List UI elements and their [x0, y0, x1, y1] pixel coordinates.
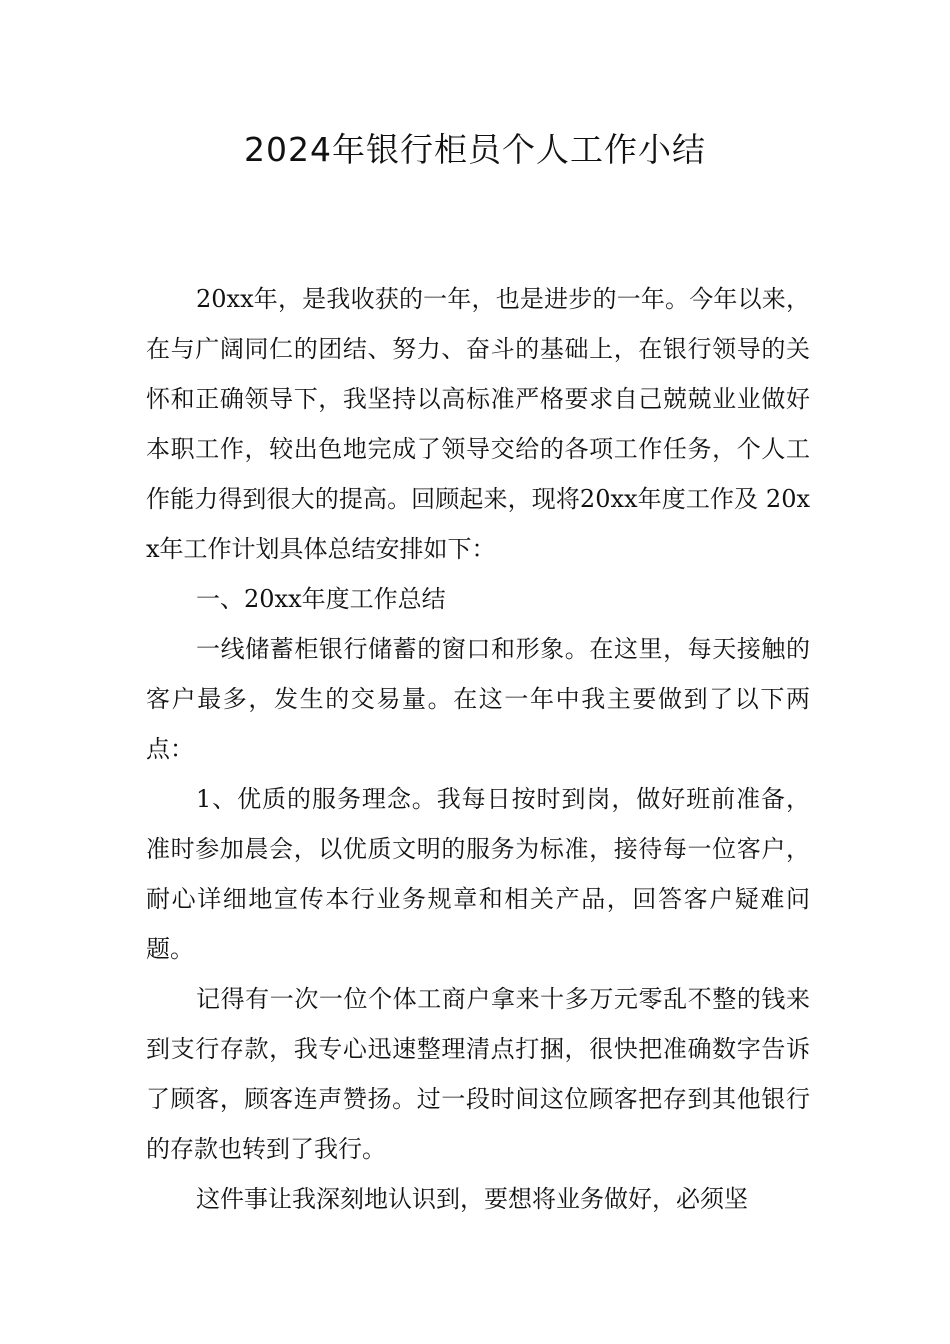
document-title: 2024年银行柜员个人工作小结 [244, 130, 706, 169]
paragraph-service-concept: 1、优质的服务理念。我每日按时到岗，做好班前准备，准时参加晨会，以优质文明的服务为标准，接待每一位客户，耐心详细地宣传本行业务规章和相关产品，回答客户疑难问题。 [146, 785, 810, 963]
paragraph-teller-window: 一线储蓄柜银行储蓄的窗口和形象。在这里，每天接触的客户最多，发生的交易量。在这一年中我主要做到了以下两点： [146, 635, 810, 763]
paragraph-customer-story: 记得有一次一位个体工商户拿来十多万元零乱不整的钱来到支行存款，我专心迅速整理清点打捆，很快把准确数字告诉了顾客，顾客连声赞扬。过一段时间这位顾客把存到其他银行的存款也转到了我行。 [146, 985, 810, 1163]
paragraph-intro: 20xx年，是我收获的一年，也是进步的一年。今年以来，在与广阔同仁的团结、努力、奋斗的基础上，在银行领导的关怀和正确领导下，我坚持以高标准严格要求自己兢兢业业做好本职工作，较出色地完成了领导交给的各项工作任务，个人工作能力得到很大的提高。回顾起来，现将20xx年度工作及 20xx年工作计划具体总结安排如下： [146, 285, 810, 563]
document-body [146, 274, 810, 1224]
paragraph-realization: 这件事让我深刻地认识到，要想将业务做好，必须坚 [196, 1185, 748, 1213]
section-heading-annual-summary: 一、20xx年度工作总结 [196, 585, 446, 613]
